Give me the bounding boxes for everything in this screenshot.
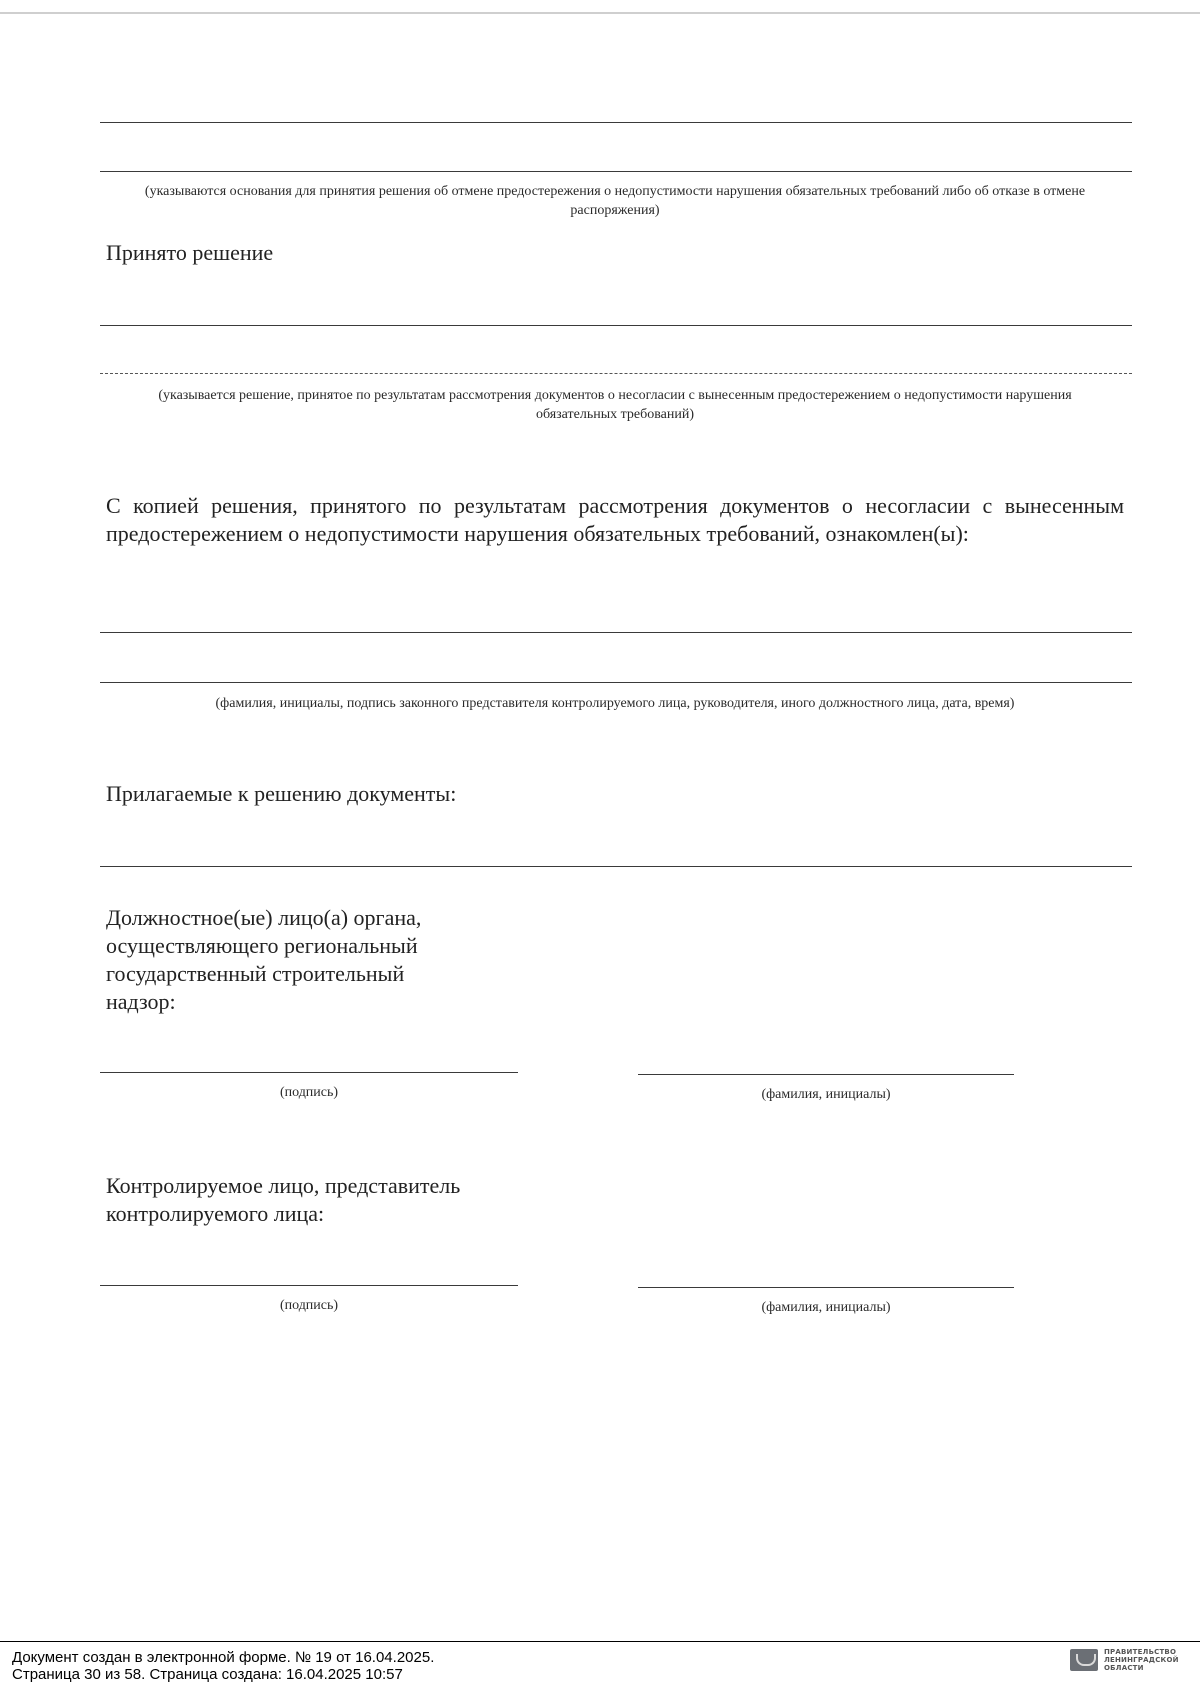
official-label: Должностное(ые) лицо(а) органа, осуществляющего региональный государственный строительный надзор:	[106, 905, 422, 1014]
official-name-hint: (фамилия, инициалы)	[761, 1087, 891, 1102]
controlled-name-line	[638, 1287, 1014, 1288]
persons-hint: (фамилия, инициалы, подпись законного представителя контролируемого лица, руководителя, иного должностного лица, дата, время)	[215, 696, 1015, 711]
controlled-signature-hint: (подпись)	[279, 1298, 339, 1313]
grounds-line-1	[100, 122, 1132, 123]
controlled-name-hint: (фамилия, инициалы)	[761, 1300, 891, 1315]
decision-hint: (указывается решение, принятое по результатам рассмотрения документов о несогласии с вынесенным предостережением о недопустимости нарушения обязательных требований)	[158, 388, 1072, 422]
scan-edge	[0, 12, 1200, 14]
controlled-signature-line	[100, 1285, 518, 1286]
grounds-hint: (указываются основания для принятия решения об отмене предостережения о недопустимости нарушения обязательных требований либо об отказе в отмене распоряжения)	[144, 184, 1086, 218]
government-logo	[1070, 1648, 1179, 1672]
attached-documents-label: Прилагаемые к решению документы:	[106, 781, 457, 806]
decision-label: Принято решение	[106, 240, 274, 265]
logo-line-3: ОБЛАСТИ	[1104, 1664, 1144, 1672]
official-signature-hint: (подпись)	[279, 1085, 339, 1100]
decision-line-1	[100, 325, 1132, 326]
footer-line-1: Документ создан в электронной форме. № 19 от 16.04.2025.	[12, 1649, 435, 1666]
footer-line-2: Страница 30 из 58. Страница создана: 16.04.2025 10:57	[12, 1666, 403, 1683]
official-name-line	[638, 1074, 1014, 1075]
logo-line-1: ПРАВИТЕЛЬСТВО	[1104, 1648, 1177, 1656]
decision-line-2	[100, 373, 1132, 374]
footer-info	[12, 1649, 434, 1683]
footer-divider	[0, 1641, 1200, 1642]
logo-text	[1104, 1648, 1179, 1672]
coat-of-arms-icon	[1070, 1649, 1098, 1671]
attached-documents-line	[100, 866, 1132, 867]
grounds-line-2	[100, 171, 1132, 172]
acknowledgement-line-2	[100, 682, 1132, 683]
controlled-person-label: Контролируемое лицо, представитель контролируемого лица:	[106, 1173, 461, 1226]
logo-line-2: ЛЕНИНГРАДСКОЙ	[1104, 1656, 1179, 1664]
copy-acknowledgement-text: С копией решения, принятого по результатам рассмотрения документов о несогласии с вынесенным предостережением о недопустимости нарушения обязательных требований, ознакомлен(ы):	[106, 493, 1124, 546]
acknowledgement-line-1	[100, 632, 1132, 633]
official-signature-line	[100, 1072, 518, 1073]
